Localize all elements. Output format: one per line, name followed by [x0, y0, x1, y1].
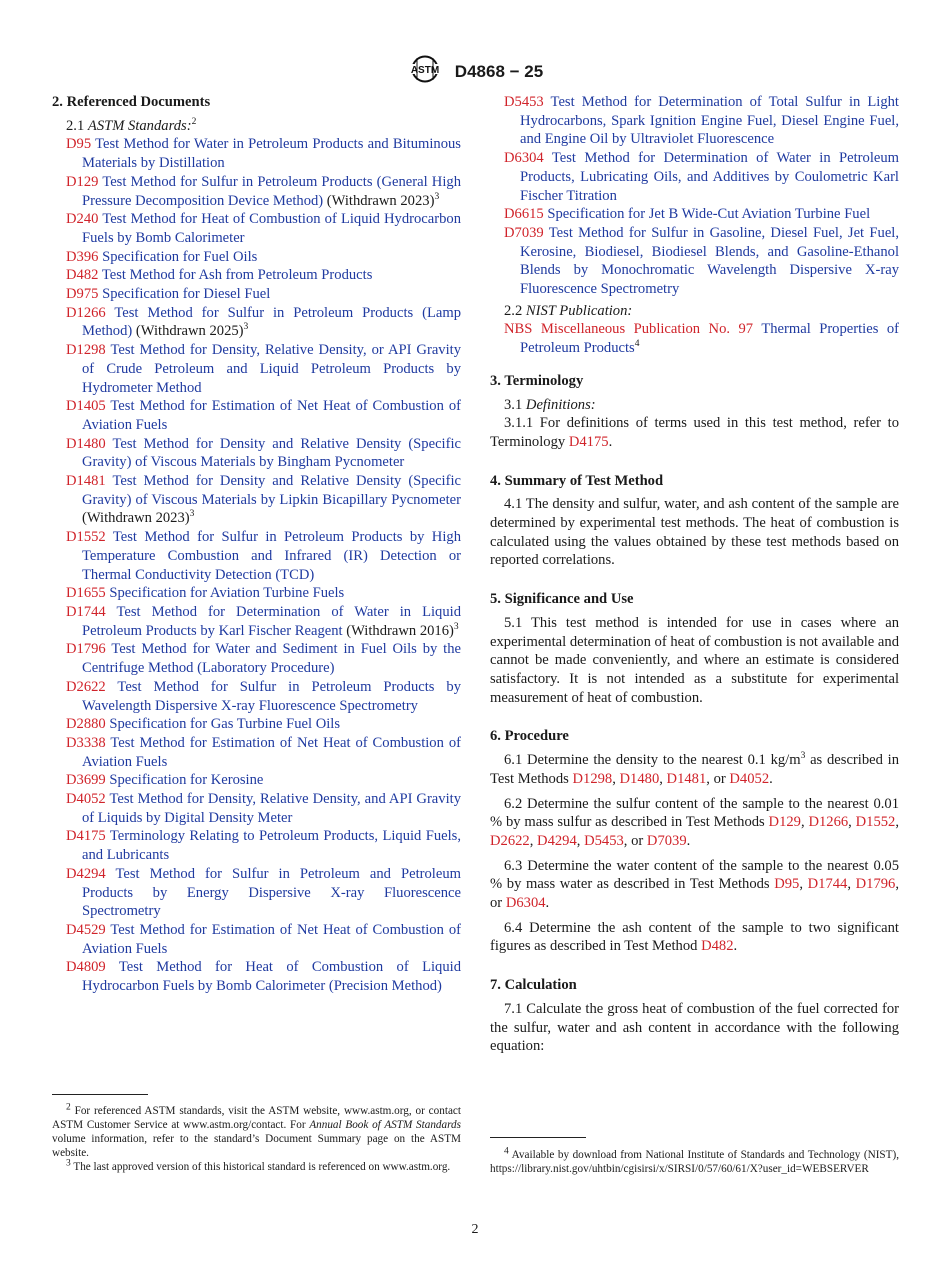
paragraph-6-1-text: 6.1 Determine the density to the nearest 0.1 kg/m — [504, 752, 801, 769]
reference-code[interactable]: D129 — [66, 173, 99, 190]
subsection-2-1-label: ASTM Standards: — [87, 117, 192, 134]
reference-item — [52, 865, 461, 921]
page-number: 2 — [471, 1222, 479, 1237]
astm-logo-icon — [407, 55, 443, 88]
ref-link[interactable]: D2622 — [490, 832, 530, 849]
footnote-ref-3[interactable]: 3 — [453, 621, 459, 632]
subsection-3-1-label: Definitions: — [525, 396, 596, 413]
reference-item — [52, 435, 461, 472]
paragraph-4-1: 4.1 The density and sulfur, water, and ash content of the sample are determined by experimental test methods. The heat of combustion is calculated using the values obtained by these test methods based on reported correlations. — [490, 496, 899, 569]
reference-code[interactable]: D2880 — [66, 716, 106, 733]
paragraph-6-2: 6.2 Determine the sulfur content of the sample to the nearest 0.01 % by mass sulfur as described in Test Methods D129, D1266, D1552, D2622, D4294, D5453, or D7039. — [490, 795, 900, 849]
ref-link[interactable]: D1744 — [807, 876, 848, 893]
reference-code[interactable]: D482 — [66, 267, 99, 284]
document-number: D4868 − 25 — [454, 61, 544, 81]
reference-code[interactable]: D3338 — [66, 734, 106, 751]
reference-list-left — [52, 135, 461, 995]
reference-title[interactable]: Test Method for Estimation of Net Heat of Combustion of Aviation Fuels — [82, 398, 461, 433]
reference-title[interactable]: Test Method for Water in Petroleum Products and Bituminous Materials by Distillation — [82, 136, 461, 172]
footnote-3 — [52, 1160, 461, 1174]
reference-code[interactable]: D7039 — [504, 224, 544, 241]
section-5-title: 5. Significance and Use — [490, 591, 634, 608]
reference-item — [52, 958, 461, 995]
reference-title[interactable]: Thermal Properties of Petroleum Products — [520, 321, 900, 357]
footnote-text: Available by download from National Institute of Standards and Technology (NIST), https://library.nist.gov/uhtbin/cgisirsi/x/SIRSI/0/57/60/61/X?user_id=WEBSERVER — [490, 1149, 899, 1175]
footnote-number: 3 — [66, 1158, 71, 1169]
subsection-2-1 — [66, 117, 461, 136]
footnote-ref-3[interactable]: 3 — [243, 322, 249, 333]
reference-title[interactable]: Test Method for Determination of Total Sulfur in Light Hydrocarbons, Spark Ignition Engine Fuel, Diesel Engine Fuel, and Engine Oil by Ultraviolet Fluorescence — [520, 94, 899, 148]
reference-title[interactable]: Test Method for Density and Relative Density (Specific Gravity) of Viscous Materials by Lipkin Bicapillary Pycnometer — [82, 473, 461, 508]
reference-list-right — [490, 93, 899, 299]
reference-code[interactable]: D2622 — [66, 678, 106, 695]
ref-link-d4175[interactable]: D4175 — [568, 433, 609, 450]
section-2-title: 2. Referenced Documents — [52, 94, 211, 110]
ref-link[interactable]: D95 — [774, 876, 800, 893]
reference-item — [52, 266, 461, 285]
reference-item — [52, 210, 461, 247]
footnote-number: 4 — [504, 1146, 509, 1157]
ref-link[interactable]: D129 — [768, 814, 801, 831]
ref-link[interactable]: D5453 — [584, 832, 624, 849]
subsection-2-1-number: 2.1 — [66, 117, 85, 134]
section-6-title: 6. Procedure — [490, 728, 569, 745]
astm-logo-text: ASTM — [410, 65, 439, 76]
subsection-2-2 — [504, 302, 899, 321]
reference-item — [52, 304, 461, 341]
paragraph-6-3-text: 6.3 Determine the water content of the sample to the nearest 0.05 % by mass water as described in Test Methods — [490, 857, 899, 893]
footnote-text-2: volume information, refer to the standard’s Document Summary page on the ASTM website. — [52, 1133, 461, 1159]
section-4-title: 4. Summary of Test Method — [490, 472, 664, 489]
reference-status: (Withdrawn 2023) — [82, 510, 190, 527]
reference-item — [52, 285, 461, 304]
footnotes-left — [52, 1104, 461, 1174]
reference-title[interactable]: Specification for Gas Turbine Fuel Oils — [109, 716, 341, 733]
paragraph-6-2-refs: D129, D1266, D1552, D2622, D4294, D5453, or D7039 — [490, 814, 900, 849]
reference-item — [52, 734, 461, 771]
reference-code[interactable]: D1480 — [66, 435, 106, 452]
superscript-3: 3 — [800, 751, 806, 762]
reference-code[interactable]: D95 — [66, 136, 92, 153]
reference-code[interactable]: D1655 — [66, 585, 106, 602]
reference-item — [52, 771, 461, 790]
ref-link[interactable]: D7039 — [646, 832, 687, 849]
reference-item — [490, 93, 899, 149]
footnote-ref-2[interactable]: 2 — [191, 116, 197, 127]
reference-title[interactable]: Test Method for Sulfur in Petroleum and Petroleum Products by Energy Dispersive X-ray Fluorescence Spectrometry — [82, 865, 461, 920]
ref-link[interactable]: D6304 — [505, 895, 546, 912]
footnote-4 — [490, 1148, 899, 1176]
reference-item — [52, 678, 461, 715]
reference-title[interactable]: Test Method for Sulfur in Petroleum Products (General High Pressure Decomposition Device Method) — [82, 173, 461, 209]
reference-title[interactable]: Specification for Aviation Turbine Fuels — [109, 585, 345, 602]
reference-code[interactable]: D4052 — [66, 791, 106, 808]
reference-item — [52, 528, 461, 584]
reference-code[interactable]: D1744 — [66, 603, 106, 620]
ref-link[interactable]: D1298 — [572, 770, 613, 787]
reference-item — [52, 584, 461, 603]
footnote-2 — [52, 1104, 461, 1160]
reference-title[interactable]: Specification for Kerosine — [109, 772, 264, 789]
reference-item — [52, 790, 461, 827]
reference-title[interactable]: Test Method for Sulfur in Petroleum Products by High Temperature Combustion and Infrared (IR) Detection or Thermal Conductivity Detection (TCD) — [82, 529, 461, 583]
subsection-2-2-label: NIST Publication: — [525, 302, 633, 319]
paragraph-6-1-text-2: as described in Test Methods — [490, 752, 900, 787]
reference-item-nist — [490, 320, 899, 357]
ref-link[interactable]: D1480 — [619, 770, 660, 787]
reference-title[interactable]: Test Method for Determination of Water in Petroleum Products, Lubricating Oils, and Additives by Coulometric Karl Fischer Titration — [520, 150, 900, 204]
paragraph-6-4-text: 6.4 Determine the ash content of the sample to two significant figures as described in Test Method — [490, 919, 899, 955]
reference-item — [52, 397, 461, 434]
ref-link[interactable]: D1796 — [855, 876, 896, 893]
reference-code[interactable]: D1552 — [66, 529, 106, 546]
reference-status: (Withdrawn 2025) — [132, 323, 244, 340]
reference-title[interactable]: Test Method for Sulfur in Petroleum Products by Wavelength Dispersive X-ray Fluorescence Spectrometry — [82, 678, 461, 714]
reference-title[interactable]: Test Method for Ash from Petroleum Products — [101, 267, 373, 284]
paragraph-6-3-refs: D95, D1744, D1796, or D6304 — [490, 876, 900, 912]
ref-link[interactable]: D1266 — [808, 814, 849, 831]
reference-item — [52, 472, 461, 528]
footnote-ref-3[interactable]: 3 — [189, 509, 195, 520]
reference-title[interactable]: Test Method for Sulfur in Gasoline, Diesel Fuel, Jet Fuel, Kerosine, Biodiesel, Biodiesel Blends, and Gasoline-Ethanol Blends by Monochromatic Wavelength Dispersive X-ray Fluorescence Spectrometry — [520, 224, 900, 298]
reference-code[interactable]: D396 — [66, 248, 99, 265]
reference-title[interactable]: Test Method for Heat of Combustion of Liquid Hydrocarbon Fuels by Bomb Calorimeter — [82, 211, 461, 246]
reference-code[interactable]: D1796 — [66, 641, 106, 658]
section-3-title: 3. Terminology — [490, 372, 584, 389]
reference-title[interactable]: Test Method for Determination of Water in Liquid Petroleum Products by Karl Fischer Reagent — [82, 603, 461, 639]
reference-code[interactable]: D4809 — [66, 959, 106, 976]
subsection-3-1-number: 3.1 — [504, 396, 523, 413]
reference-item — [52, 640, 461, 677]
reference-title[interactable]: Terminology Relating to Petroleum Products, Liquid Fuels, and Lubricants — [82, 828, 462, 864]
reference-code[interactable]: D4175 — [66, 828, 106, 845]
footnote-divider-left — [52, 1094, 148, 1095]
reference-title[interactable]: Specification for Diesel Fuel — [102, 286, 271, 303]
reference-item — [52, 135, 461, 172]
footnote-divider-right — [490, 1137, 586, 1138]
paragraph-6-3: 6.3 Determine the water content of the sample to the nearest 0.05 % by mass water as described in Test Methods D95, D1744, D1796, or D6304. — [490, 857, 900, 912]
reference-title[interactable]: Test Method for Water and Sediment in Fuel Oils by the Centrifuge Method (Laboratory Procedure) — [82, 641, 461, 677]
reference-title[interactable]: Specification for Fuel Oils — [102, 248, 258, 265]
reference-item — [490, 149, 899, 205]
reference-item — [52, 173, 461, 210]
footnotes-right — [490, 1148, 899, 1176]
reference-title[interactable]: Test Method for Estimation of Net Heat of Combustion of Aviation Fuels — [82, 921, 461, 957]
reference-code[interactable]: D6304 — [504, 150, 544, 167]
reference-item — [52, 715, 461, 734]
reference-item — [52, 248, 461, 267]
reference-code[interactable]: D1481 — [66, 473, 106, 490]
paragraph-6-4: 6.4 Determine the ash content of the sample to two significant figures as described in Test Method D482. — [490, 919, 899, 955]
footnote-ref-4[interactable]: 4 — [634, 339, 640, 350]
ref-link[interactable]: D4294 — [537, 832, 577, 849]
left-column — [52, 93, 461, 996]
reference-item — [490, 205, 899, 224]
footnote-text: For referenced ASTM standards, visit the ASTM website, www.astm.org, or contact ASTM Customer Service at www.astm.org/contact. For — [52, 1105, 461, 1131]
reference-status: (Withdrawn 2016) — [342, 622, 454, 639]
reference-title[interactable]: Specification for Jet B Wide-Cut Aviation Turbine Fuel — [547, 206, 871, 223]
ref-link[interactable]: D1481 — [666, 770, 707, 787]
reference-item — [52, 603, 461, 640]
reference-title[interactable]: Test Method for Density, Relative Density, and API Gravity of Liquids by Digital Density Meter — [82, 791, 461, 826]
reference-code[interactable]: D4529 — [66, 921, 106, 938]
reference-item — [52, 341, 461, 397]
paragraph-3-1-1: 3.1.1 For definitions of terms used in this test method, refer to Terminology D4175. — [490, 415, 899, 450]
section-7-title: 7. Calculation — [490, 977, 577, 994]
reference-code[interactable]: D975 — [66, 286, 99, 303]
reference-code[interactable]: D6615 — [504, 206, 544, 223]
reference-title[interactable]: Test Method for Density, Relative Density, or API Gravity of Crude Petroleum and Liquid Petroleum Products by Hydrometer Method — [82, 342, 462, 396]
reference-code[interactable]: D1298 — [66, 342, 106, 359]
paragraph-6-2-text: 6.2 Determine the sulfur content of the sample to the nearest 0.01 % by mass sulfur as described in Test Methods — [490, 795, 899, 831]
reference-title[interactable]: Test Method for Estimation of Net Heat of Combustion of Aviation Fuels — [82, 734, 461, 770]
reference-title[interactable]: Test Method for Heat of Combustion of Liquid Hydrocarbon Fuels by Bomb Calorimeter (Precision Method) — [82, 959, 461, 995]
paragraph-3-1-1-text: 3.1.1 For definitions of terms used in this test method, refer to Terminology — [490, 415, 899, 450]
reference-code[interactable]: NBS Miscellaneous Publication No. 97 — [504, 321, 754, 338]
reference-item — [52, 827, 461, 864]
paragraph-7-1: 7.1 Calculate the gross heat of combustion of the fuel corrected for the sulfur, water and ash content in accordance with the following equation: — [490, 1000, 899, 1055]
footnote-number: 2 — [66, 1102, 71, 1113]
reference-status: (Withdrawn 2023) — [323, 192, 435, 209]
paragraph-6-1-refs: D1298, D1480, D1481, or D4052 — [572, 770, 770, 787]
ref-link[interactable]: D1552 — [855, 814, 896, 831]
reference-title[interactable]: Test Method for Density and Relative Density (Specific Gravity) of Viscous Materials by Bingham Pycnometer — [82, 435, 461, 471]
subsection-3-1 — [504, 396, 899, 415]
reference-code[interactable]: D5453 — [504, 94, 544, 110]
ref-link-d482[interactable]: D482 — [701, 938, 734, 955]
reference-item — [490, 224, 899, 299]
reference-item — [52, 921, 461, 958]
subsection-2-2-number: 2.2 — [504, 302, 523, 319]
right-column — [490, 93, 899, 1062]
reference-code[interactable]: D4294 — [66, 865, 106, 882]
paragraph-5-1: 5.1 This test method is intended for use in cases where an experimental determination of heat of combustion is not available and cannot be made conveniently, and where an estimate is considered satisfactory. It is not intended as a substitute for experimental measurement of heat of combustion. — [490, 614, 899, 706]
reference-code[interactable]: D1266 — [66, 304, 106, 321]
reference-code[interactable]: D3699 — [66, 772, 106, 789]
footnote-ref-3[interactable]: 3 — [434, 191, 440, 202]
footnote-text: The last approved version of this historical standard is referenced on www.astm.org. — [73, 1161, 451, 1173]
paragraph-6-1: 6.1 Determine the density to the nearest 0.1 $kg/m^3$ as described in Test Methods D1298, D1480, D1481, or D4052. — [490, 751, 900, 787]
ref-link[interactable]: D4052 — [729, 770, 770, 787]
footnote-italic: Annual Book of ASTM Standards — [309, 1119, 461, 1131]
reference-code[interactable]: D1405 — [66, 398, 106, 415]
page-header — [0, 55, 950, 83]
reference-title[interactable]: Test Method for Sulfur in Petroleum Products (Lamp Method) — [82, 304, 461, 340]
reference-code[interactable]: D240 — [66, 211, 99, 228]
